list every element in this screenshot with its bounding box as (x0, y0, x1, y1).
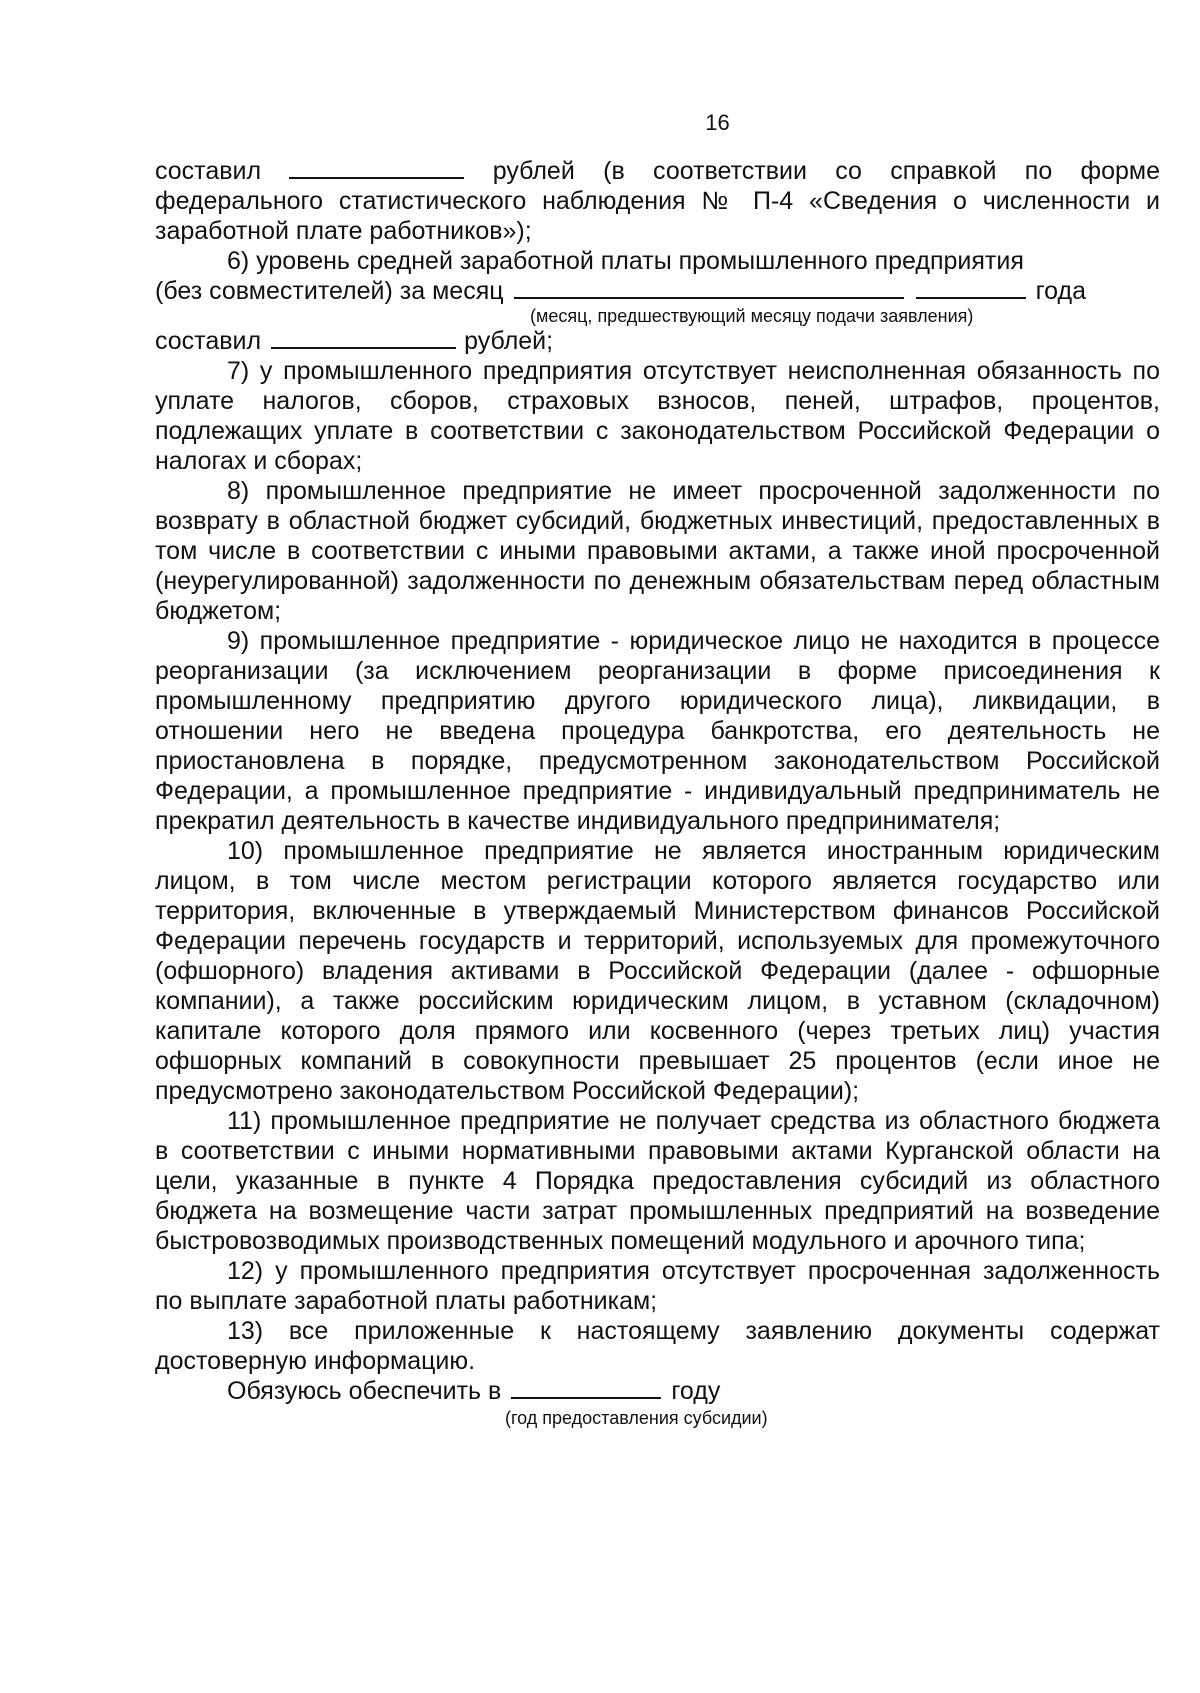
item-10: 10) промышленное предприятие не является иностранным юридическим лицом, в том числе местом регистрации которого является государство или территория, включенные в утверждаемый Министерством финансов Российской Федерации перечень государств и территорий, используемых для промежуточного (офшорного) владения активами в Российской Федерации (далее - офшорные компании), а также российским юридическим лицом, в уставном (складочном) капитале которого доля прямого или косвенного (через третьих лиц) участия офшорных компаний в совокупности превышает 25 процентов (если иное не предусмотрено законодательством Российской Федерации); (155, 837, 1160, 1105)
item-9: 9) промышленное предприятие - юридическое лицо не находится в процессе реорганизации (за исключением реорганизации в форме присоединения к промышленному предприятию другого юридического лица), ликвидации, в отношении него не введена процедура банкротства, его деятельность не приостановлена в порядке, предусмотренном законодательством Российской Федерации, а промышленное предприятие - индивидуальный предприниматель не прекратил деятельность в качестве индивидуального предпринимателя; (155, 627, 1160, 835)
text-fragment: Обязуюсь обеспечить в (227, 1377, 502, 1405)
text-fragment: году (671, 1377, 721, 1405)
page-number: 16 (705, 110, 730, 135)
subsidy-year-caption: (год предоставления субсидии) (505, 1408, 768, 1428)
item-11: 11) промышленное предприятие не получает средства из областного бюджета в соответствии с иными нормативными правовыми актами Курганской области на цели, указанные в пункте 4 Порядка предоставления субсидий из областного бюджета на возмещение части затрат промышленных предприятий на возведение быстровозводимых производственных помещений модульного и арочного типа; (155, 1107, 1160, 1255)
blank-field-subsidy-year[interactable] (511, 1377, 661, 1399)
text-fragment: (без совместителей) за месяц (155, 277, 504, 305)
blank-field-year[interactable] (916, 277, 1026, 299)
blank-field-salary[interactable] (271, 327, 456, 349)
text-fragment: рублей (в соответствии со справкой по форме федерального статистического наблюдения № П-4 «Сведения о численности и заработной плате работников»); (155, 157, 1161, 245)
text-fragment: рублей; (464, 327, 554, 355)
blank-field-month[interactable] (514, 277, 904, 299)
item-6-month-row (155, 276, 1160, 306)
item-7: 7) у промышленного предприятия отсутствует неисполненная обязанность по уплате налогов, сборов, страховых взносов, пеней, штрафов, процентов, подлежащих уплате в соответствии с законодательством Российской Федерации о налогах и сборах; (155, 357, 1160, 475)
salary-sentence (155, 156, 1160, 246)
blank-field-amount[interactable] (289, 157, 464, 179)
text-fragment: года (1035, 277, 1086, 305)
item-6-line: 6) уровень средней заработной платы промышленного предприятия (227, 247, 1024, 275)
item-8: 8) промышленное предприятие не имеет просроченной задолженности по возврату в областной бюджет субсидий, бюджетных инвестиций, предоставленных в том числе в соответствии с иными правовыми актами, а также иной просроченной (неурегулированной) задолженности по денежным обязательствам перед областным бюджетом; (155, 477, 1160, 625)
commitment-row (155, 1376, 1160, 1406)
document-body (155, 156, 1160, 1428)
text-fragment: составил (155, 157, 262, 185)
item-12: 12) у промышленного предприятия отсутствует просроченная задолженность по выплате заработной платы работникам; (155, 1257, 1160, 1315)
item-13: 13) все приложенные к настоящему заявлению документы содержат достоверную информацию. (155, 1317, 1160, 1375)
text-fragment: составил (155, 327, 262, 355)
item-6-amount-row (155, 326, 1160, 356)
month-caption: (месяц, предшествующий месяцу подачи заявления) (530, 306, 974, 326)
